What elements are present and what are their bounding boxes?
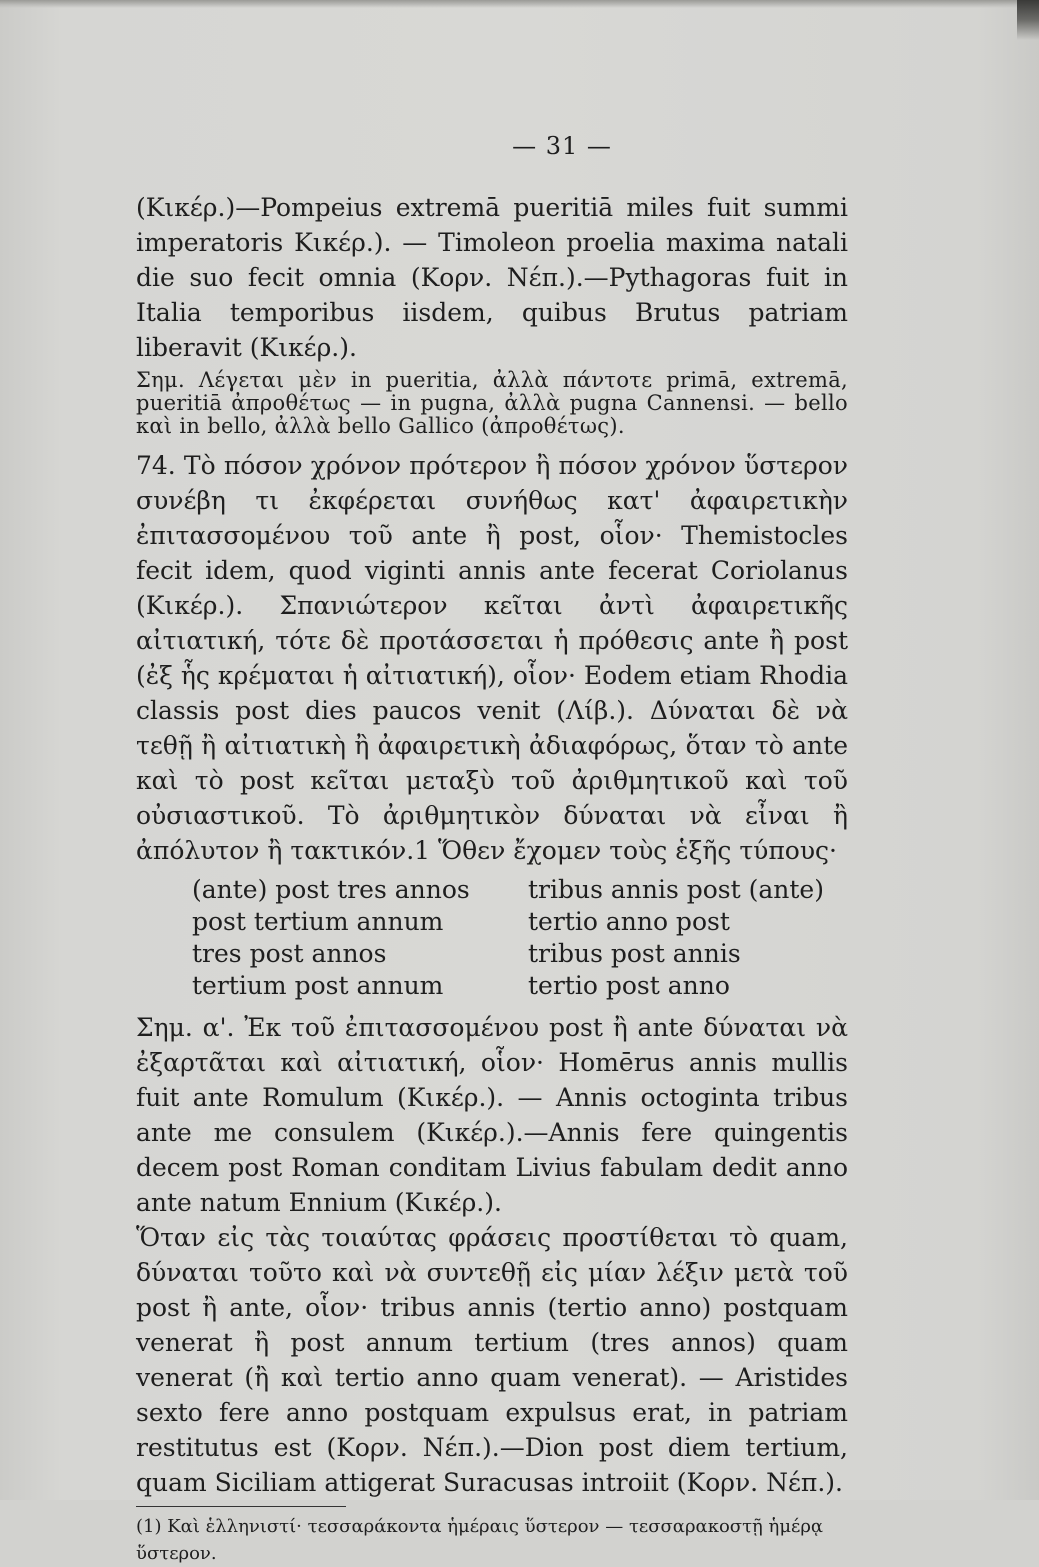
paragraph-examples: (Κικέρ.)—Pompeius extremā pueritiā miles fuit summi imperatoris Κικέρ.). — Timoleon proelia maxima natali die suo fecit omnia (Κορν. Νέπ.).—Pythagoras fuit in Italia temporibus iisdem, quibus Brutus patriam liberavit (Κικέρ.). (136, 193, 848, 362)
forms-table-cell: (ante) post tres annos (192, 875, 470, 904)
page-corner-shadow (1017, 0, 1039, 40)
page-top-edge (0, 0, 1039, 8)
note-a-paragraph: Σημ. α'. Ἐκ τοῦ ἐπιτασσομένου post ἢ ante δύναται νὰ ἐξαρτᾶται καὶ αἰτιατική, οἷον· Homērus annis mullis fuit ante Romulum (Κικέρ.). — Annis octoginta tribus ante me consulem (Κικέρ.).—Annis fere quingentis decem post Roman conditam Livius fabulam dedit anno ante natum Ennium (Κικέρ.). (136, 1013, 848, 1217)
forms-table-cell: tres post annos (192, 939, 387, 968)
quam-paragraph: Ὅταν εἰς τὰς τοιαύτας φράσεις προστίθεται τὸ quam, δύναται τοῦτο καὶ νὰ συντεθῇ εἰς μίαν λέξιν μετὰ τοῦ post ἢ ante, οἷον· tribus annis (tertio anno) postquam venerat ἢ post annum tertium (tres annos) quam venerat (ἢ καὶ tertio anno quam venerat). — Aristides sexto fere anno postquam expulsus erat, in patriam restitutus est (Κορν. Νέπ.).—Dion post diem tertium, quam Siciliam attigerat Suracusas introiit (Κορν. Νέπ.). (136, 1223, 848, 1497)
page-number: — 31 — (512, 132, 612, 160)
page-text-block (136, 132, 848, 1567)
footnote: (1) Καὶ ἑλληνιστί· τεσσαράκοντα ἡμέραις ὕστερον — τεσσαρακοστῇ ἡμέρᾳ ὕστερον. (136, 1516, 824, 1564)
forms-table-cell: tertium post annum (192, 971, 444, 1000)
forms-table-cell: tribus annis post (ante) (528, 875, 824, 904)
forms-table-cell: tribus post annis (528, 939, 741, 968)
forms-table-cell: tertio anno post (528, 907, 730, 936)
footnote-rule (136, 1506, 346, 1507)
forms-table (192, 874, 848, 1002)
forms-table-cell: post tertium annum (192, 907, 444, 936)
note-paragraph: Σημ. Λέγεται μὲν in pueritia, ἀλλὰ πάντοτε primā, extremā, pueritiā ἀπροθέτως — in pugna, ἀλλὰ pugna Cannensi. — bello καὶ in bello, ἀλλὰ bello Gallico (ἀπροθέτως). (136, 368, 848, 438)
section-74-paragraph: 74. Τὸ πόσον χρόνον πρότερον ἢ πόσον χρόνον ὕστερον συνέβη τι ἐκφέρεται συνήθως κατ' ἀφαιρετικὴν ἐπιτασσομένου τοῦ ante ἢ post, οἷον· Themistocles fecit idem, quod viginti annis ante fecerat Coriolanus (Κικέρ.). Σπανιώτερον κεῖται ἀντὶ ἀφαιρετικῆς αἰτιατική, τότε δὲ προτάσσεται ἡ πρόθεσις ante ἢ post (ἐξ ἧς κρέμαται ἡ αἰτιατική), οἷον· Eodem etiam Rhodia classis post dies paucos venit (Λίβ.). Δύναται δὲ νὰ τεθῇ ἢ αἰτιατικὴ ἢ ἀφαιρετικὴ ἀδιαφόρως, ὅταν τὸ ante καὶ τὸ post κεῖται μεταξὺ τοῦ ἀριθμητικοῦ καὶ τοῦ οὐσιαστικοῦ. Τὸ ἀριθμητικὸν δύναται νὰ εἶναι ἢ ἀπόλυτον ἢ τακτικόν.1 Ὅθεν ἔχομεν τοὺς ἑξῆς τύπους· (136, 451, 848, 865)
forms-table-cell: tertio post anno (528, 971, 730, 1000)
